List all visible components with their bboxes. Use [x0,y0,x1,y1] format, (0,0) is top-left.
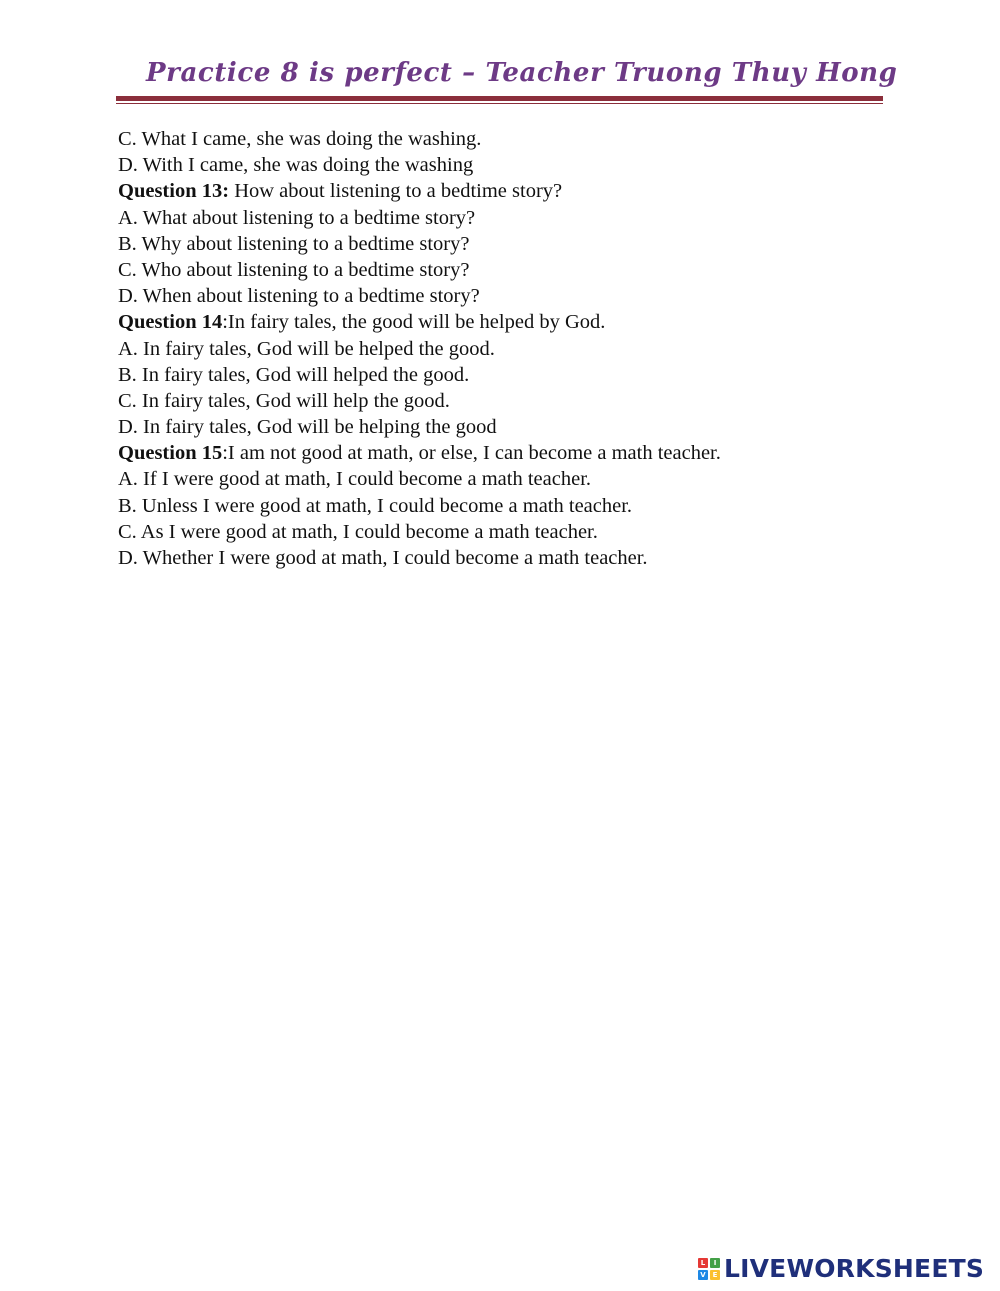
line-text: D. In fairy tales, God will be helping the good [118,416,497,439]
answer-option [118,283,898,309]
logo-tile-l: L [698,1258,708,1268]
answer-option [118,545,898,571]
answer-option [118,519,898,545]
line-text: D. Whether I were good at math, I could become a math teacher. [118,547,648,569]
page-title: Practice 8 is perfect – Teacher Truong Thuy Hong [146,58,898,88]
answer-option [118,152,898,178]
answer-option [118,362,898,388]
question-text: :In fairy tales, the good will be helped by God. [222,311,606,334]
line-text: B. Why about listening to a bedtime story? [118,232,470,255]
answer-option [118,388,898,414]
question-13 [118,178,898,204]
answer-option [118,205,898,231]
line-text: C. What I came, she was doing the washing. [118,128,482,150]
liveworksheets-logo [698,1254,984,1283]
line-text: C. As I were good at math, I could become a math teacher. [118,520,598,543]
question-14 [118,309,898,335]
line-text: D. With I came, she was doing the washing [118,154,474,177]
question-label: Question 14 [118,311,223,334]
line-text: C. In fairy tales, God will help the good. [118,389,450,412]
logo-tile-e: E [710,1270,720,1280]
line-text: C. Who about listening to a bedtime story? [118,258,470,281]
question-15 [118,440,898,466]
question-text: How about listening to a bedtime story? [229,180,563,203]
logo-icon [698,1258,720,1280]
line-text: A. If I were good at math, I could become a math teacher. [118,468,592,491]
header-divider-thin [116,103,883,104]
question-text: :I am not good at math, or else, I can become a math teacher. [222,442,721,465]
answer-option [118,126,898,152]
answer-option [118,493,898,519]
question-label: Question 13: [118,180,230,203]
question-label: Question 15 [118,442,223,465]
line-text: B. Unless I were good at math, I could become a math teacher. [118,494,633,517]
line-text: B. In fairy tales, God will helped the good. [118,363,470,386]
answer-option [118,257,898,283]
worksheet-body [118,126,898,571]
answer-option [118,336,898,362]
line-text: A. In fairy tales, God will be helped the good. [118,337,495,360]
answer-option [118,414,898,440]
logo-wordmark: LIVEWORKSHEETS [724,1254,985,1283]
logo-tile-v: V [698,1270,708,1280]
answer-option [118,231,898,257]
header-divider [116,96,883,101]
logo-tile-i: I [710,1258,720,1268]
answer-option [118,466,898,492]
line-text: D. When about listening to a bedtime story? [118,285,480,308]
line-text: A. What about listening to a bedtime story? [118,206,476,229]
